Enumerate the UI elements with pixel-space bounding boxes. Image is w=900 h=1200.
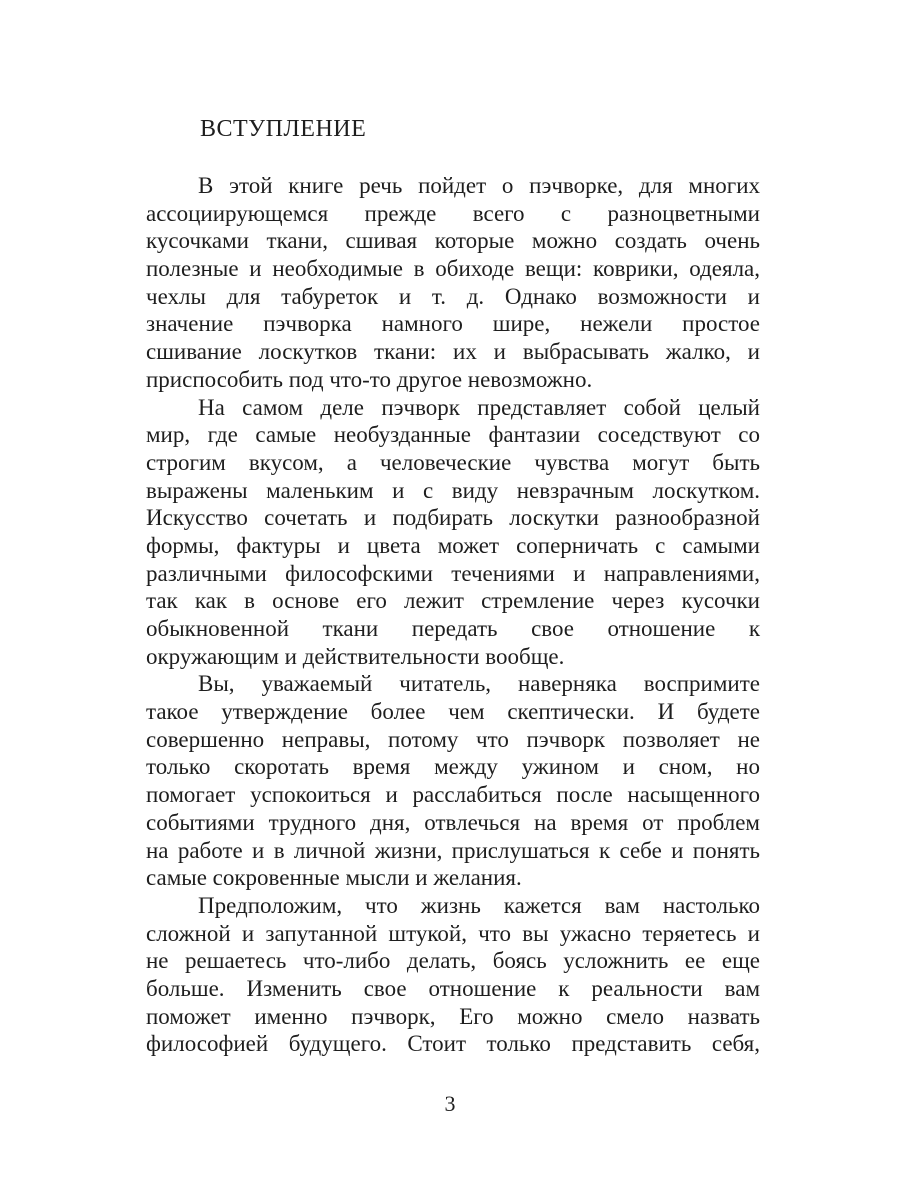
body-text [146,172,760,1058]
text-line: самые сокровенные мысли и желания. [146,865,522,891]
text-line: больше. Изменить свое отношение к реальности вам [146,975,760,1001]
text-line: помогает успокоиться и расслабиться после насыщенного [146,782,760,808]
text-line: такое утверждение более чем скептически. И будете [146,699,760,725]
text-line: мир, где самые необузданные фантазии соседствуют со [146,422,760,448]
text-line: Предположим, что жизнь кажется вам настолько [198,892,760,918]
text-line: выражены маленьким и с виду невзрачным лоскутком. [146,477,760,503]
text-line: В этой книге речь пойдет о пэчворке, для многих [198,173,760,198]
text-line: так как в основе его лежит стремление через кусочки [146,588,760,614]
paragraph [146,670,760,892]
chapter-heading: ВСТУПЛЕНИЕ [200,116,367,142]
text-line: Вы, уважаемый читатель, наверняка воспримите [198,671,760,697]
text-line: совершенно неправы, потому что пэчворк позволяет не [146,726,760,752]
text-line: не решаетесь что-либо делать, боясь усложнить ее еще [146,948,760,974]
text-line: философией будущего. Стоит только представить себя, [146,1031,760,1057]
text-line: ассоциирующемся прежде всего с разноцветными [146,200,760,226]
paragraph [146,172,760,394]
page-number: 3 [444,1091,456,1116]
text-line: приспособить под что-то другое невозможно. [146,366,593,392]
text-line: Искусство сочетать и подбирать лоскутки разнообразной [146,505,760,531]
text-line: значение пэчворка намного шире, нежели простое [146,311,760,337]
text-line: чехлы для табуреток и т. д. Однако возможности и [146,283,760,309]
text-line: полезные и необходимые в обиходе вещи: коврики, одеяла, [146,256,760,282]
text-line: поможет именно пэчворк, Его можно смело назвать [146,1003,760,1029]
text-line: сложной и запутанной штукой, что вы ужасно теряетесь и [146,920,760,946]
text-line: формы, фактуры и цвета может соперничать с самыми [146,532,760,558]
text-line: различными философскими течениями и направлениями, [146,560,760,586]
text-line: сшивание лоскутков ткани: их и выбрасывать жалко, и [146,339,760,365]
text-line: событиями трудного дня, отвлечься на время от проблем [146,809,760,835]
text-line: На самом деле пэчворк представляет собой целый [198,394,760,420]
text-line: обыкновенной ткани передать свое отношение к [146,616,760,641]
paragraph [146,892,760,1058]
text-line: только скоротать время между ужином и сном, но [146,754,760,780]
text-line: кусочками ткани, сшивая которые можно создать очень [146,228,760,254]
text-line: строгим вкусом, а человеческие чувства могут быть [146,449,760,475]
text-line: на работе и в личной жизни, прислушаться к себе и понять [146,837,760,863]
text-line: окружающим и действительности вообще. [146,643,565,669]
paragraph [146,394,760,671]
